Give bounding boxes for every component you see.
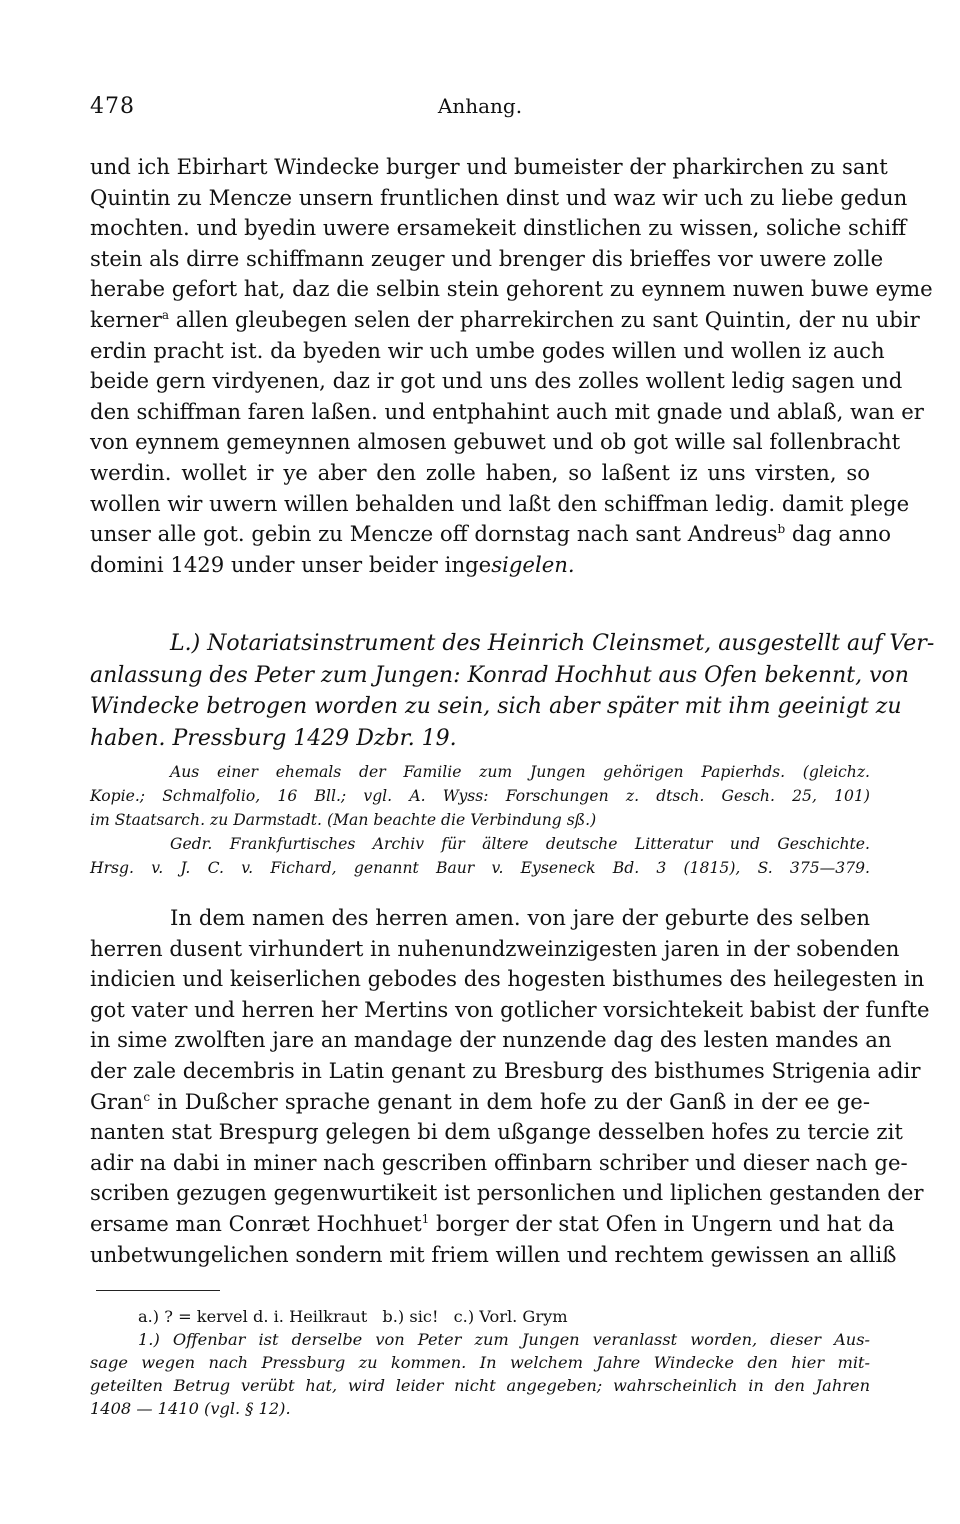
text-fragment: Gran (90, 1088, 144, 1114)
footnote-a: a.) ? = kervel d. i. Heilkraut (138, 1307, 368, 1326)
text-line (90, 1087, 870, 1118)
text-fragment: ersame man Conræt Hochhuet (90, 1210, 422, 1236)
instrument-paragraph (90, 903, 930, 1270)
heading-line: L.) Notariatsinstrument des Heinrich Cleinsmet, ausgestellt auf Ver- (170, 631, 935, 656)
footnote-b: b.) sic! (382, 1307, 439, 1326)
text-line: scriben gezugen gegenwurtikeit ist personlichen und liplichen gestanden der (90, 1180, 924, 1206)
footnote-letters-line (90, 1305, 870, 1328)
footnote-marker-b: b (777, 522, 786, 537)
text-fragment: dag anno (785, 521, 892, 547)
text-line: der zale decembris in Latin genant zu Bresburg des bisthumes Strigenia adir (90, 1057, 921, 1083)
text-line: herabe gefort hat, daz die selbin stein gehorent zu eynnem nuwen buwe eyme (90, 276, 933, 302)
text-line: von eynnem gemeynnen almosen gebuwet und ob got wille sal follenbracht (90, 429, 901, 455)
page-header (90, 94, 870, 126)
source-line: im Staatsarch. zu Darmstadt. (Man beachte die Verbindung sß.) (90, 811, 597, 829)
footnote-1-line: 1408 — 1410 (vgl. § 12). (90, 1399, 291, 1418)
source-description (90, 760, 870, 880)
text-fragment: in Dußcher sprache genant in dem hofe zu der Ganß in der ee ge- (150, 1088, 870, 1114)
footnote-1-line: sage wegen nach Pressburg zu kommen. In welchem Jahre Windecke den hier mit- (90, 1353, 870, 1372)
text-line: beide gern virdyenen, daz ir got und uns des zolles wollent ledig sagen und (90, 368, 903, 394)
footnotes (90, 1305, 870, 1420)
text-line: herren dusent virhundert in nuhenundzweinzigesten jaren in der sobenden (90, 935, 900, 961)
text-line: in sime zwolften jare an mandage der nunzende dag des lesten mandes an (90, 1027, 892, 1053)
text-line: erdin pracht ist. da byeden wir uch umbe godes willen und wollen iz auch (90, 337, 885, 363)
text-fragment-italic: sigelen. (491, 551, 575, 577)
footnote-c: c.) Vorl. Grym (453, 1307, 568, 1326)
footnote-marker-c: c (143, 1089, 151, 1104)
footnote-divider (96, 1290, 220, 1291)
source-line: Gedr. Frankfurtisches Archiv für ältere deutsche Litteratur und Geschichte. (170, 835, 870, 853)
text-line: Quintin zu Mencze unsern fruntlichen dinst und waz wir uch zu liebe gedun (90, 184, 908, 210)
text-line: stein als dirre schiffmann zeuger und brenger dis brieffes vor uwere zolle (90, 245, 884, 271)
footnote-1-line: geteilten Betrug verübt hat, wird leider nicht angegeben; wahrscheinlich in den Jahren (90, 1376, 870, 1395)
text-line (90, 519, 892, 550)
text-line (90, 1209, 895, 1240)
footnote-marker-1: 1 (421, 1211, 430, 1226)
text-line: indicien und keiserlichen gebodes des hogesten bisthumes des heilegesten in (90, 966, 925, 992)
text-line: got vater und herren her Mertins von gotlicher vorsichtekeit babist der funfte (90, 996, 930, 1022)
text-line: unbetwungelichen sondern mit friem willen und rechtem gewissen an alliß (90, 1241, 897, 1267)
running-head: Anhang. (437, 94, 523, 118)
page-number: 478 (90, 94, 135, 119)
text-line (90, 550, 870, 581)
heading-line: Windecke betrogen worden zu sein, sich aber später mit ihm geeinigt zu (90, 694, 902, 719)
text-line: adir na dabi in miner nach gescriben offinbarn schriber und dieser nach ge- (90, 1149, 908, 1175)
text-line: mochten. und byedin uwere ersamekeit dinstlichen zu wissen, soliche schiff (90, 215, 907, 241)
footnote-marker-a: a (161, 307, 169, 322)
footnote-1-line: 1.) Offenbar ist derselbe von Peter zum Jungen veranlasst worden, dieser Aus- (138, 1330, 870, 1349)
source-line: Aus einer ehemals der Familie zum Jungen gehörigen Papierhds. (gleichz. (170, 763, 870, 781)
letter-paragraph (90, 152, 933, 580)
text-fragment: domini 1429 under unser beider inge (90, 551, 492, 577)
section-heading (90, 628, 935, 754)
text-fragment: borger der stat Ofen in Ungern und hat da (429, 1210, 895, 1236)
text-line: In dem namen des herren amen. von jare der geburte des selben (170, 905, 870, 930)
heading-line: haben. Pressburg 1429 Dzbr. 19. (90, 725, 457, 751)
text-line (90, 305, 920, 336)
text-line: werdin. wollet ir ye aber den zolle haben, so laßent iz uns virsten, so (90, 459, 870, 485)
heading-line: anlassung des Peter zum Jungen: Konrad Hochhut aus Ofen bekennt, von (90, 662, 909, 688)
text-line: und ich Ebirhart Windecke burger und bumeister der pharkirchen zu sant (90, 154, 888, 179)
text-fragment: unser alle got. gebin zu Mencze off dornstag nach sant Andreus (90, 521, 778, 547)
text-fragment: allen gleubegen selen der pharrekirchen zu sant Quintin, der nu ubir (168, 306, 920, 332)
source-line: Kopie.; Schmalfolio, 16 Bll.; vgl. A. Wyss: Forschungen z. dtsch. Gesch. 25, 101) (90, 787, 870, 805)
text-line: den schiffman faren laßen. und entphahint auch mit gnade und ablaß, wan er (90, 398, 924, 424)
text-line: wollen wir uwern willen behalden und laßt den schiffman ledig. damit plege (90, 490, 910, 516)
text-fragment: kerner (90, 306, 162, 332)
source-line: Hrsg. v. J. C. v. Fichard, genannt Baur v. Eyseneck Bd. 3 (1815), S. 375—379. (90, 859, 870, 877)
text-line: nanten stat Brespurg gelegen bi dem ußgange desselben hofes zu tercie zit (90, 1119, 903, 1145)
